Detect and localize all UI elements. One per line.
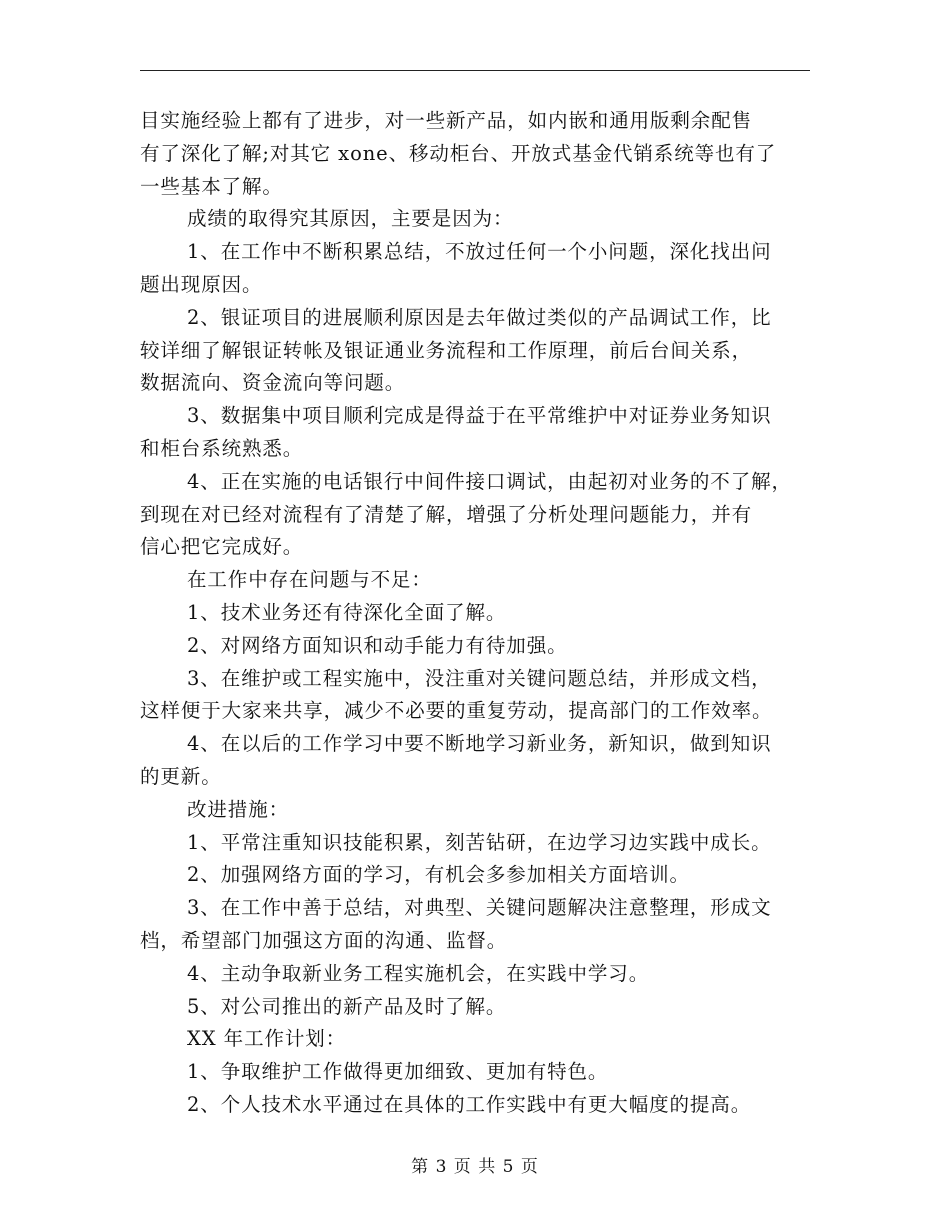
text-line: 一些基本了解。 xyxy=(140,174,283,198)
section-heading: 成绩的取得究其原因，主要是因为： xyxy=(187,207,514,231)
list-item-line: 1、平常注重知识技能积累，刻苦钻研，在边学习边实践中成长。 xyxy=(187,830,772,854)
text-line: 档，希望部门加强这方面的沟通、监督。 xyxy=(140,928,508,952)
header-rule xyxy=(140,70,810,71)
text-line: 的更新。 xyxy=(140,764,222,788)
text-line: 较详细了解银证转帐及银证通业务流程和工作原理，前后台间关系， xyxy=(140,338,753,362)
text-line: 目实施经验上都有了进步，对一些新产品，如内嵌和通用版剩余配售 xyxy=(140,109,753,132)
list-item-line: 2、银证项目的进展顺利原因是去年做过类似的产品调试工作，比 xyxy=(187,305,772,329)
list-item-line: 4、在以后的工作学习中要不断地学习新业务，新知识，做到知识 xyxy=(187,732,772,756)
text-line: 数据流向、资金流向等问题。 xyxy=(140,371,406,395)
list-item-line: 3、在工作中善于总结，对典型、关键问题解决注意整理，形成文 xyxy=(187,896,772,920)
text-line: 和柜台系统熟悉。 xyxy=(140,436,304,460)
list-item-line: 1、技术业务还有待深化全面了解。 xyxy=(187,600,507,624)
text-line: 信心把它完成好。 xyxy=(140,535,304,559)
document-body xyxy=(140,105,820,1122)
text-line: 到现在对已经对流程有了清楚了解，增强了分析处理问题能力，并有 xyxy=(140,502,753,526)
list-item-line: 2、加强网络方面的学习，有机会多参加相关方面培训。 xyxy=(187,863,690,887)
list-item-line: 2、对网络方面知识和动手能力有待加强。 xyxy=(187,633,568,657)
page-footer: 第 3 页 共 5 页 xyxy=(411,1157,539,1177)
list-item-line: 2、个人技术水平通过在具体的工作实践中有更大幅度的提高。 xyxy=(187,1092,752,1116)
section-heading: 在工作中存在问题与不足： xyxy=(187,568,432,592)
list-item-line: 3、数据集中项目顺利完成是得益于在平常维护中对证券业务知识 xyxy=(187,404,772,428)
list-item-line: 3、在维护或工程实施中，没注重对关键问题总结，并形成文档， xyxy=(187,666,772,690)
text-line: 题出现原因。 xyxy=(140,272,263,296)
list-item-line: 1、争取维护工作做得更加细致、更加有特色。 xyxy=(187,1060,609,1084)
section-heading: XX 年工作计划： xyxy=(187,1027,347,1051)
list-item-line: 4、主动争取新业务工程实施机会，在实践中学习。 xyxy=(187,961,650,985)
list-item-line: 1、在工作中不断积累总结，不放过任何一个小问题，深化找出问 xyxy=(187,240,772,264)
text-line: 有了深化了解;对其它 xone、移动柜台、开放式基金代销系统等也有了 xyxy=(140,141,777,165)
list-item-line: 5、对公司推出的新产品及时了解。 xyxy=(187,994,507,1018)
text-line: 这样便于大家来共享，减少不必要的重复劳动，提高部门的工作效率。 xyxy=(140,699,773,723)
section-heading: 改进措施： xyxy=(187,797,290,821)
list-item-line: 4、正在实施的电话银行中间件接口调试，由起初对业务的不了解， xyxy=(187,469,792,493)
